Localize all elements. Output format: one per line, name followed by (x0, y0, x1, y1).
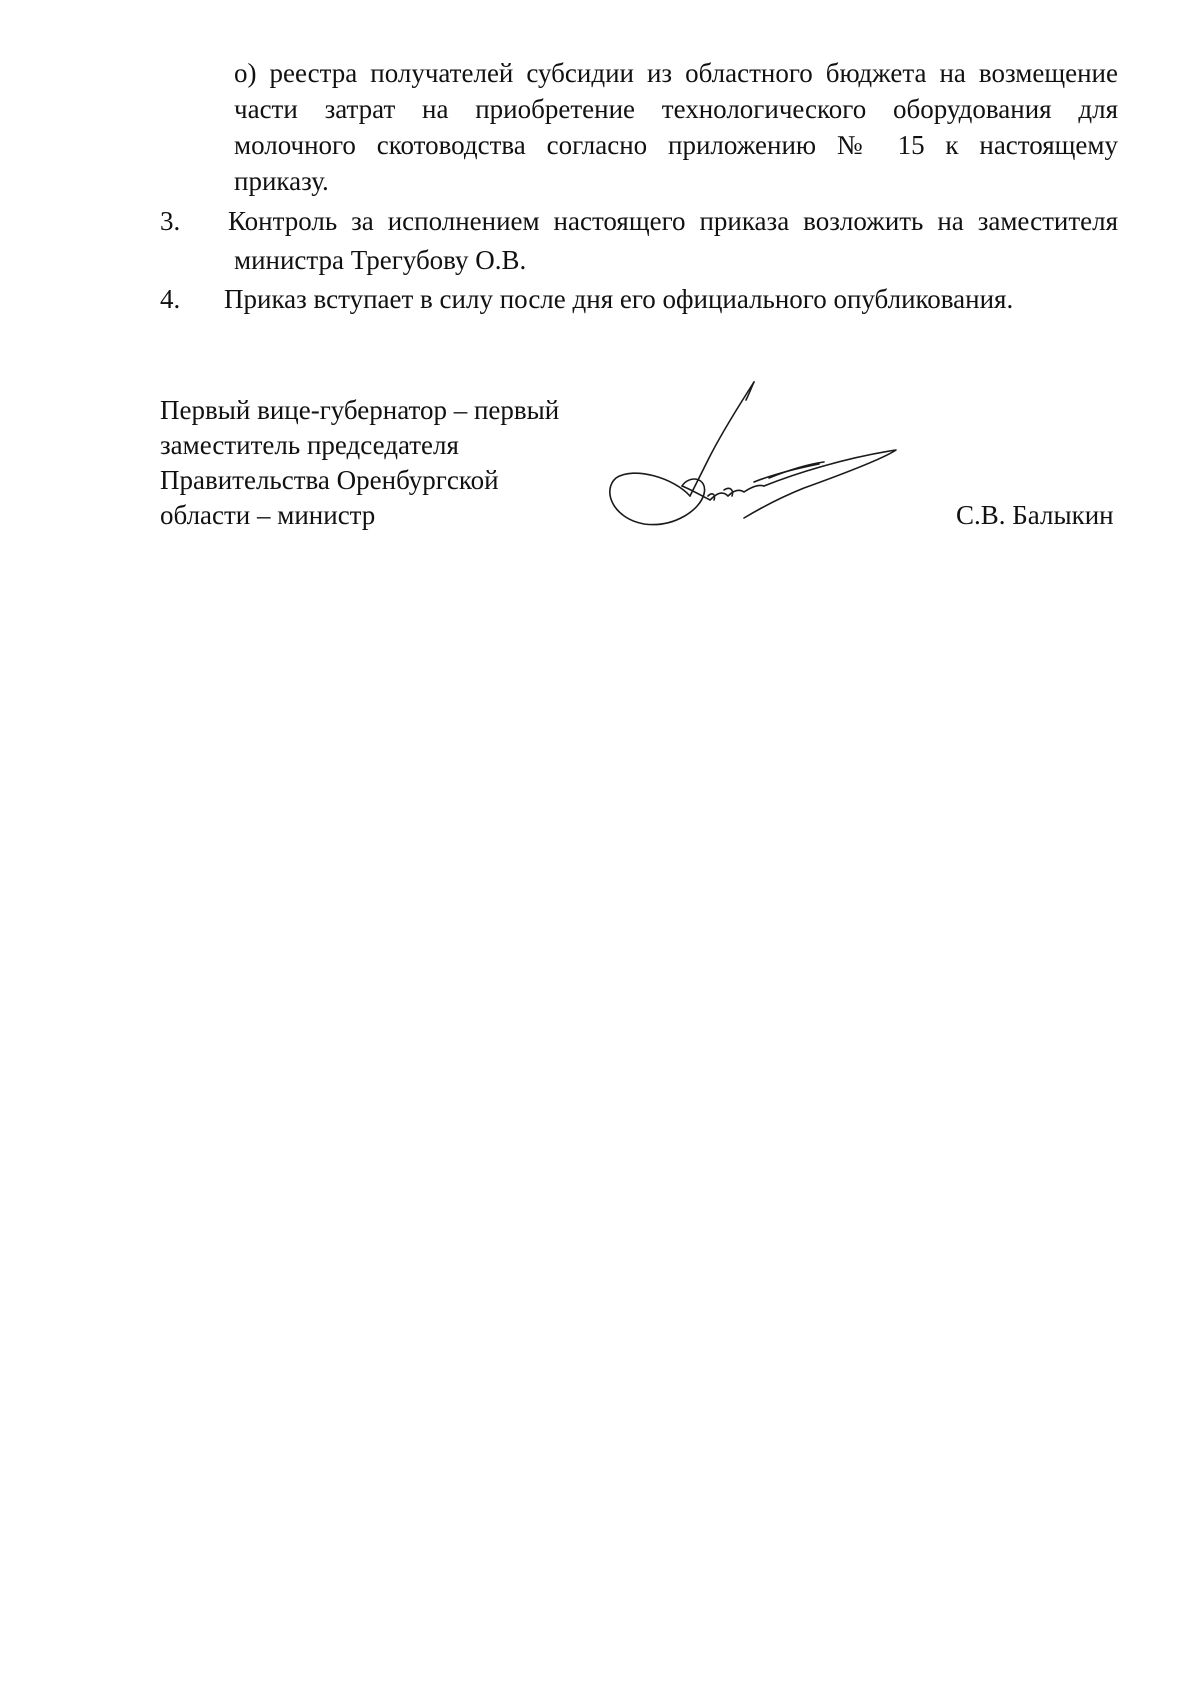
item-o-line-4: приказу. (234, 166, 329, 196)
item-3-number: 3. (160, 206, 181, 236)
item-o-line-3: молочного скотоводства согласно приложению № 15 к настоящему (234, 130, 1118, 160)
handwritten-signature (604, 378, 904, 538)
signatory-position-line-2: заместитель председателя (160, 430, 459, 460)
item-3-line-2: министра Трегубову О.В. (234, 245, 527, 275)
item-3-line-1: Контроль за исполнением настоящего приказа возложить на заместителя (228, 206, 1118, 236)
signatory-position-line-4: области – министр (160, 500, 376, 530)
signatory-name: С.В. Балыкин (956, 500, 1114, 530)
signatory-position-line-3: Правительства Оренбургской (160, 465, 499, 495)
item-4-number: 4. (160, 284, 181, 314)
item-4-text: Приказ вступает в силу после дня его официального опубликования. (224, 284, 1014, 314)
item-o-line-2: части затрат на приобретение технологического оборудования для (234, 94, 1118, 124)
signatory-position-line-1: Первый вице-губернатор – первый (160, 395, 560, 425)
signatory-position (160, 393, 559, 533)
item-o-line-1: о) реестра получателей субсидии из областного бюджета на возмещение (234, 58, 1118, 88)
